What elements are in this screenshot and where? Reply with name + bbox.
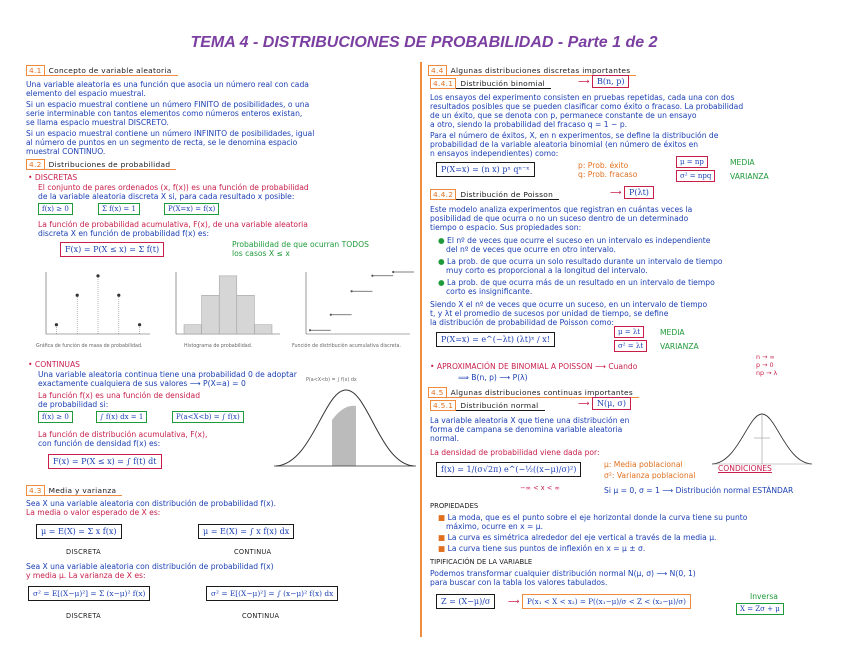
pmf-point [138, 323, 141, 326]
s42-acum-line: La función de probabilidad acumulativa, F(x), de una variable aleatoria [38, 220, 308, 229]
poisson-line2: t, y λt el promedio de sucesos por unidad de tiempo, se define [430, 309, 669, 318]
cont-acum-line: con función de densidad f(x) es: [38, 439, 161, 448]
s42-cont-line: Una variable aleatoria continua tiene una probabilidad 0 de adoptar [38, 370, 297, 379]
s41-line: elemento del espacio muestral. [26, 89, 146, 98]
cumulative-note: Probabilidad de que ocurran TODOS [232, 240, 369, 249]
binomial-p-label: p: Prob. éxito [578, 161, 629, 170]
discrete-label: DISCRETA [66, 548, 101, 556]
section-4-1-heading: 4.1 Concepto de variable aleatoria [26, 66, 178, 76]
normal-heading: 4.5.1 Distribución normal [430, 401, 545, 411]
chart-caption: Función de distribución acumulativa discreta. [292, 344, 401, 349]
binomial-line: n ensayos independientes) como: [430, 149, 559, 158]
binomial-mean-box: μ = np [676, 156, 708, 168]
poisson-bullet: ● La prob. de que ocurra un solo resultado durante un intervalo de tiempo [438, 257, 723, 266]
poisson-line: Este modelo analiza experimentos que registran en cuántas veces la [430, 205, 693, 214]
cdf-step-start [309, 329, 311, 331]
binomial-arrow: ⟶ [578, 77, 590, 86]
cont-cumulative-formula-box: F(x) = P(X ≤ x) = ∫ f(t) dt [48, 454, 162, 469]
poisson-mean-box: μ = λt [614, 326, 644, 338]
z-probability-box: P(x₁ < X < x₂) = P((x₁−μ)/σ < Z < (x₂−μ)/σ) [522, 594, 691, 609]
histogram-bar [254, 325, 272, 334]
tipification-heading: TIPIFICACIÓN DE LA VARIABLE [430, 558, 533, 566]
s42-line: de la variable aleatoria discreta X si, para cada resultado x posible: [38, 192, 295, 201]
binomial-line: probabilidad de la variable aleatoria binomial (en número de éxitos en [430, 140, 699, 149]
column-divider [420, 62, 422, 637]
inverse-label: Inversa [750, 592, 778, 601]
normal-line: La variable aleatoria X que tiene una distribución en [430, 416, 630, 425]
section-4-2-heading: 4.2 Distribuciones de probabilidad [26, 160, 176, 170]
inverse-formula-box: X = Zσ + μ [736, 603, 784, 615]
binomial-heading: 4.4.1 Distribución binomial [430, 79, 551, 89]
s43-var-line: y media μ. La varianza de X es: [26, 571, 146, 580]
sigma-label: σ²: Varianza poblacional [604, 471, 696, 480]
poisson-bullet-cont: corto es insignificante. [446, 287, 533, 296]
right-column [428, 62, 826, 641]
binomial-q-label: q: Prob. fracaso [578, 170, 638, 179]
binomial-line: Los ensayos del experimento consisten en pruebas repetidas, cada una con dos [430, 93, 735, 102]
property-item-cont: máximo, ocurre en x = μ. [446, 522, 544, 531]
mean-label: MEDIA [660, 328, 685, 337]
variance-continuous-box: σ² = E[(X−μ)²] = ∫ (x−μ)² f(x) dx [206, 586, 338, 601]
cumulative-formula-box: F(x) = P(X ≤ x) = Σ f(t) [60, 242, 164, 257]
density-curve-plot [272, 380, 418, 476]
poisson-bullet: ● El nº de veces que ocurre el suceso en un intervalo es independiente [438, 236, 711, 245]
binomial-var-box: σ² = npq [676, 170, 715, 182]
density-line: La función f(x) es una función de densidad [38, 391, 201, 400]
z-formula-box: Z = (X−μ)/σ [436, 594, 495, 609]
left-column [26, 62, 416, 641]
poisson-name-box: P(λt) [624, 186, 654, 199]
continuas-label: • CONTINUAS [28, 360, 80, 369]
poisson-var-box: σ² = λt [614, 340, 647, 352]
binomial-line: Para el número de éxitos, X, en n experimentos, se define la distribución de [430, 131, 719, 140]
binomial-line: a otro, siendo la probabilidad del fracaso q = 1 − p. [430, 120, 628, 129]
poisson-bullet: ● La prob. de que ocurra más de un resultado en un intervalo de tiempo [438, 278, 715, 287]
s41-line: serie interminable con tantos elementos como números enteros existan, [26, 109, 303, 118]
poisson-line2: la distribución de probabilidad de Poisson como: [430, 318, 614, 327]
cdf-step-start [351, 290, 353, 292]
tipification-line: Podemos transformar cualquier distribución normal N(μ, σ) ⟶ N(0, 1) [430, 569, 696, 578]
page-title: TEMA 4 - DISTRIBUCIONES DE PROBABILIDAD - Parte 1 de 2 [190, 34, 658, 51]
poisson-arrow: ⟶ [610, 188, 622, 197]
mean-label: MEDIA [730, 158, 755, 167]
binomial-line: resultados posibles que se pueden clasificar como éxito o fracaso. La probabilidad [430, 102, 744, 111]
pmf-chart [32, 266, 154, 342]
tipification-line: para buscar con la tabla los valores tabulados. [430, 578, 608, 587]
discretas-label: • DISCRETAS [28, 173, 78, 182]
properties-heading: PROPIEDADES [430, 502, 479, 510]
property-item: ■ La curva tiene sus puntos de inflexión en x = μ ± σ. [438, 544, 646, 553]
binomial-line: de un éxito, que se denota con p, permanece constante de un ensayo [430, 111, 697, 120]
cont-acum-line: La función de distribución acumulativa, F(x), [38, 430, 208, 439]
s42-acum-line: discreta X en función de probabilidad f(x) es: [38, 229, 210, 238]
poisson-line: tiempo o espacio. Sus propiedades son: [430, 223, 582, 232]
property-item: ■ La moda, que es el punto sobre el eje horizontal donde la curva tiene su punto [438, 513, 748, 522]
cumulative-note: los casos X ≤ x [232, 249, 290, 258]
property-item: ■ La curva es simétrica alrededor del eje vertical a través de la media μ. [438, 533, 717, 542]
discrete-label: DISCRETA [66, 612, 101, 620]
binomial-formula-box: P(X=x) = (n x) pˣ qⁿ⁻ˣ [436, 162, 535, 177]
z-arrow: ⟶ [508, 597, 520, 606]
normal-range: −∞ < x < ∞ [520, 484, 560, 492]
approx-line2: ⟹ B(n, p) ⟶ P(λ) [458, 373, 528, 382]
poisson-heading: 4.4.2 Distribución de Poisson [430, 190, 559, 200]
pmf-point [55, 323, 58, 326]
s43-var-line: Sea X una variable aleatoria con distribución de probabilidad f(x) [26, 562, 274, 571]
area-label: P(a<X<b) = ∫ f(x) dx [306, 378, 357, 383]
cdf-step-start [392, 271, 394, 273]
density-line: de probabilidad si: [38, 400, 109, 409]
cont-condition-box: P(a<X<b) = ∫ f(x) [172, 411, 244, 423]
s41-line: Si un espacio muestral contiene un número FINITO de posibilidades, o una [26, 100, 310, 109]
approx-cond: p → 0 [756, 361, 774, 369]
pmf-point [96, 274, 99, 277]
histogram-bar [202, 295, 220, 334]
poisson-line2: Siendo X el nº de veces que ocurre un suceso, en un intervalo de tiempo [430, 300, 708, 309]
normal-bell-plot [710, 408, 814, 470]
condition-box: f(x) ≥ 0 [38, 203, 73, 215]
pmf-point [76, 294, 79, 297]
section-4-3-heading: 4.3 Media y varianza [26, 486, 122, 496]
section-4-4-heading: 4.4 Algunas distribuciones discretas importantes [428, 66, 636, 76]
poisson-bullet-cont: muy corto es proporcional a la longitud del intervalo. [446, 266, 648, 275]
s42-cont-line: exactamente cualquiera de sus valores ⟶ P(X=a) = 0 [38, 379, 246, 388]
poisson-formula-box: P(X=x) = e^(−λt) (λt)ˣ / x! [436, 332, 555, 347]
s41-line: Una variable aleatoria es una función que asocia un número real con cada [26, 80, 309, 89]
continuous-label: CONTINUA [242, 612, 280, 620]
variance-discrete-box: σ² = E[(X−μ)²] = Σ (x−μ)² f(x) [28, 586, 150, 601]
approx-cond: n → ∞ [756, 353, 775, 361]
histogram-bar [184, 325, 202, 334]
s43-line: La media o valor esperado de X es: [26, 508, 161, 517]
binomial-name-box: B(n, p) [592, 75, 629, 88]
chart-caption: Histograma de probabilidad. [184, 344, 253, 349]
normal-arrow: ⟶ [578, 399, 590, 408]
cdf-step-start [330, 314, 332, 316]
condition-box: Σ f(x) = 1 [98, 203, 140, 215]
histogram-bar [237, 295, 255, 334]
normal-formula-box: f(x) = 1/(σ√2π) e^(−½((x−μ)/σ)²) [436, 462, 581, 477]
s41-line: Si un espacio muestral contiene un número INFINITO de posibilidades, igual [26, 129, 315, 138]
approx-cond: np → λ [756, 369, 778, 377]
s43-line: Sea X una variable aleatoria con distribución de probabilidad f(x). [26, 499, 277, 508]
cont-condition-box: ∫ f(x) dx = 1 [96, 411, 147, 423]
normal-line: forma de campana se denomina variable aleatoria [430, 425, 623, 434]
normal-line: normal. [430, 434, 460, 443]
mu-label: μ: Media poblacional [604, 460, 683, 469]
standard-condition: Si μ = 0, σ = 1 ⟶ Distribución normal ESTÁNDAR [604, 486, 794, 495]
poisson-line: posibilidad de que ocurra o no un suceso dentro de un determinado [430, 214, 689, 223]
var-label: VARIANZA [660, 342, 699, 351]
s41-line: muestral CONTINUO. [26, 147, 106, 156]
poisson-bullet-cont: del nº de veces que ocurre en otro intervalo. [446, 245, 616, 254]
s42-line: El conjunto de pares ordenados (x, f(x)) es una función de probabilidad [38, 183, 309, 192]
continuous-label: CONTINUA [234, 548, 272, 556]
histogram-chart [162, 266, 284, 342]
cdf-step-start [371, 275, 373, 277]
cont-condition-box: f(x) ≥ 0 [38, 411, 73, 423]
chart-caption: Gráfica de función de masa de probabilidad. [36, 344, 143, 349]
density-line: La densidad de probabilidad viene dada por: [430, 448, 600, 457]
condition-box: P(X=x) = f(x) [164, 203, 219, 215]
var-label: VARIANZA [730, 172, 769, 181]
s41-line: al número de puntos en un segmento de recta, se le denomina espacio [26, 138, 298, 147]
pmf-point [117, 294, 120, 297]
section-4-5-heading: 4.5 Algunas distribuciones continuas importantes [428, 388, 639, 398]
approx-line: • APROXIMACIÓN DE BINOMIAL A POISSON ⟶ Cuando [430, 362, 638, 371]
histogram-bar [219, 276, 237, 334]
s41-line: se llama espacio muestral DISCRETO. [26, 118, 169, 127]
conditions-label: CONDICIONES [718, 464, 772, 473]
cdf-chart [292, 266, 414, 342]
mean-continuous-box: μ = E(X) = ∫ x f(x) dx [198, 524, 294, 539]
mean-discrete-box: μ = E(X) = Σ x f(x) [36, 524, 122, 539]
normal-name-box: N(μ, σ) [592, 397, 631, 410]
